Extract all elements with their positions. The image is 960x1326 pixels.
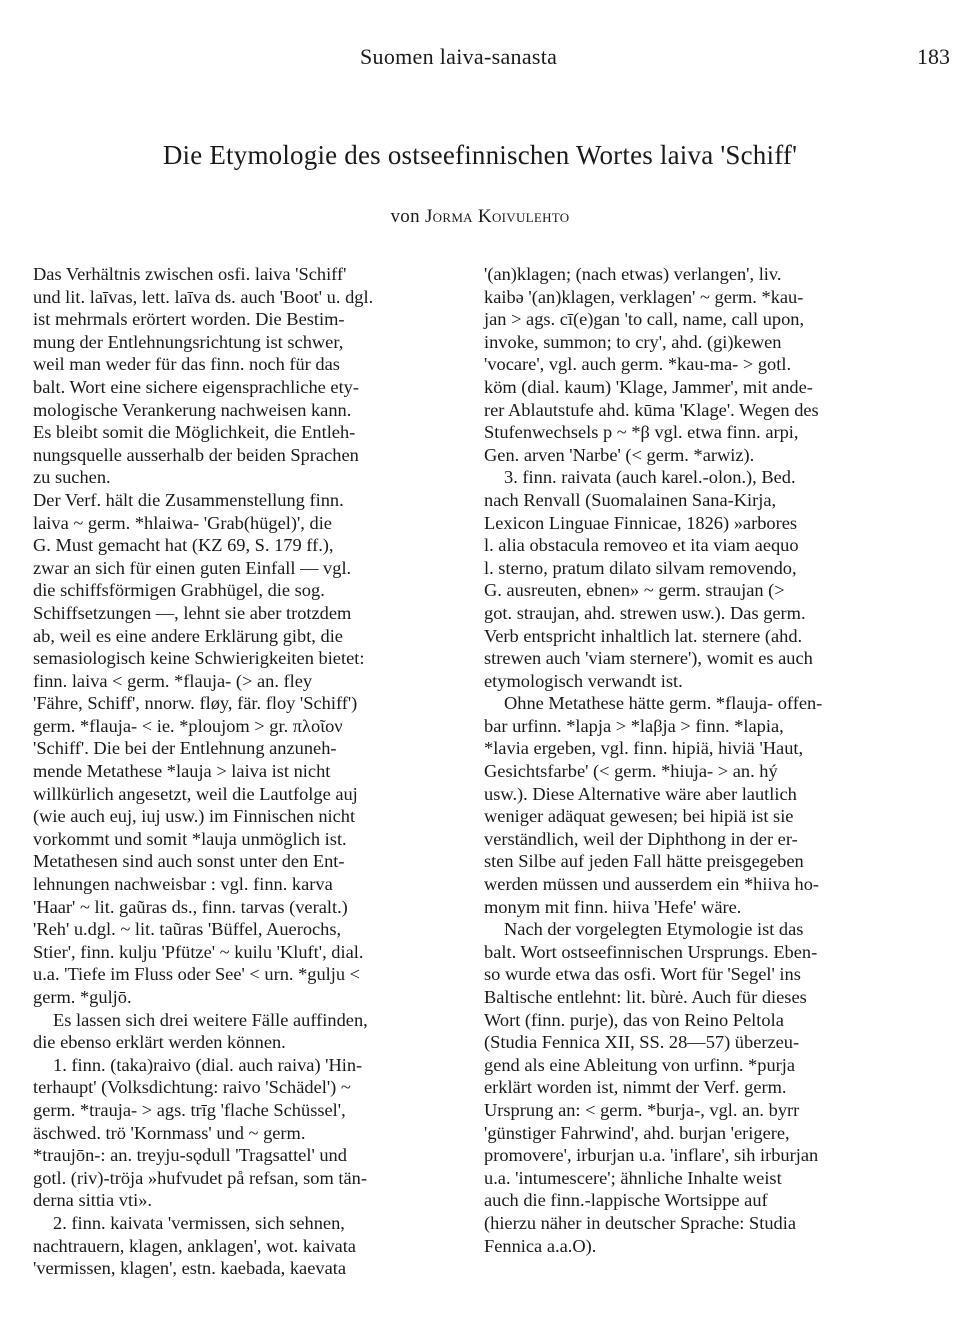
text-line: nach Renvall (Suomalainen Sana-Kirja, [484,489,777,510]
text-line: Fennica a.a.O). [484,1235,597,1256]
text-line: erklärt worden ist, nimmt der Verf. germ. [484,1077,787,1098]
text-line: 3. finn. raivata (auch karel.-olon.), Bed. [504,467,796,488]
text-line: ab, weil es eine andere Erklärung gibt, die [33,625,343,646]
text-line: G. ausreuten, ebnen» ~ germ. straujan (> [484,580,785,601]
byline [0,206,960,228]
text-line: 'Haar' ~ lit. gaũras ds., finn. tarvas (veralt.) [33,896,348,917]
text-line: so wurde etwa das osfi. Wort für 'Segel' ins [484,964,801,985]
text-line: die schiffsförmigen Grabhügel, die sog. [33,580,325,601]
text-line: Wort (finn. purje), das von Reino Peltola [484,1009,784,1030]
text-line: Stier', finn. kulju 'Pfütze' ~ kuilu 'Kluft', dial. [33,941,364,962]
text-line: rer Ablautstufe ahd. kūma 'Klage'. Wegen des [484,399,819,420]
text-line: u.a. 'intumescere'; ähnliche Inhalte weist [484,1167,782,1188]
text-line: '(an)klagen; (nach etwas) verlangen', liv. [484,264,782,284]
text-line: verständlich, weil der Diphthong in der er- [484,828,798,849]
text-line: jan > ags. cī(e)gan 'to call, name, call upon, [484,309,805,330]
text-line: Gesichtsfarbe' (< germ. *hiuja- > an. hý [484,761,778,782]
text-line: willkürlich angesetzt, weil die Lautfolge auj [33,783,358,804]
text-line: weniger adäquat gewesen; bei hipiä ist sie [484,806,794,827]
text-line: ist mehrmals erörtert worden. Die Bestim- [33,309,345,330]
text-line: laiva ~ germ. *hlaiwa- 'Grab(hügel)', die [33,512,332,533]
text-line: zu suchen. [33,467,111,488]
text-line: nungsquelle ausserhalb der beiden Sprachen [33,444,359,465]
text-line: terhaupt' (Volksdichtung: raivo 'Schädel') ~ [33,1077,351,1098]
text-line: invoke, summon; to cry', ahd. (gi)kewen [484,331,782,352]
text-line: Gen. arven 'Narbe' (< germ. *arwiz). [484,444,755,465]
text-line: Lexicon Linguae Finnicae, 1826) »arbores [484,512,798,533]
text-line: 'Fähre, Schiff', nnorw. fløy, fär. floy 'Schiff') [33,693,358,714]
text-line: *lavia ergeben, vgl. finn. hipiä, hiviä 'Haut, [484,738,804,759]
left-column [33,263,464,1280]
text-line: Nach der vorgelegten Etymologie ist das [504,919,804,940]
text-line: lehnungen nachweisbar : vgl. finn. karva [33,874,333,895]
text-line: 'vocare', vgl. auch germ. *kau-ma- > gotl. [484,354,792,375]
running-title: Suomen laiva-sanasta [360,44,558,69]
text-line: äschwed. trö 'Kornmass' und ~ germ. [33,1122,306,1143]
text-line: mologische Verankerung nachweisen kann. [33,399,352,420]
text-line: zwar an sich für einen guten Einfall — vgl. [33,557,352,578]
text-line: Stufenwechsels p ~ *β vgl. etwa finn. arpi, [484,422,799,443]
text-line: vorkommt und somit *lauja unmöglich ist. [33,828,347,849]
text-line: mung der Entlehnungsrichtung ist schwer, [33,331,344,352]
running-head [0,44,960,74]
text-line: usw.). Diese Alternative wäre aber lautlich [484,783,797,804]
text-line: gend als eine Ableitung von urfinn. *purja [484,1054,796,1075]
text-line: u.a. 'Tiefe im Fluss oder See' < urn. *gulju < [33,964,361,985]
text-line: 'Reh' u.dgl. ~ lit. taũras 'Büffel, Auerochs, [33,919,342,940]
text-line: *traujōn-: an. treyju-sǫdull 'Tragsattel' und [33,1145,347,1166]
text-line: die ebenso erklärt werden können. [33,1032,286,1053]
text-line: bar urfinn. *lapja > *laβja > finn. *lapia, [484,715,784,736]
text-line: sten Silbe auf jeden Fall hätte preisgegeben [484,851,804,872]
text-line: gotl. (riv)-tröja »hufvudet på refsan, som tän- [33,1167,367,1188]
text-line: (Studia Fennica XII, SS. 28—57) überzeu- [484,1032,800,1053]
text-line: und lit. laīvas, lett. laīva ds. auch 'Boot' u. dgl. [33,286,374,307]
text-line: auch die finn.-lappische Wortsippe auf [484,1190,768,1211]
right-column [484,263,927,1257]
text-line: Ohne Metathese hätte germ. *flauja- offen- [504,693,823,714]
text-line: finn. laiva < germ. *flauja- (> an. fley [33,670,313,691]
text-line: mende Metathese *lauja > laiva ist nicht [33,761,331,782]
text-line: Das Verhältnis zwischen osfi. laiva 'Schiff' [33,264,347,284]
text-line: etymologisch verwandt ist. [484,670,683,691]
text-line: Verb entspricht inhaltlich lat. sternere (ahd. [484,625,803,646]
text-line: promovere', irburjan u.a. 'inflare', sih irburjan [484,1145,819,1166]
text-line: werden müssen und ausserdem ein *hiiva ho- [484,874,820,895]
text-line: Baltische entlehnt: lit. bùrė. Auch für dieses [484,987,807,1007]
article-title: Die Etymologie des ostseefinnischen Wortes laiva 'Schiff' [162,140,798,170]
text-line: balt. Wort eine sichere eigensprachliche ety- [33,376,360,397]
text-line: germ. *trauja- > ags. trīg 'flache Schüssel', [33,1099,346,1120]
text-line: germ. *guljō. [33,987,132,1007]
text-line: derna sittia vti». [33,1190,153,1211]
text-line: l. alia obstacula removeo et ita viam aequo [484,535,799,556]
text-line: (wie auch euj, iuj usw.) im Finnischen nicht [33,806,356,827]
text-line: semasiologisch keine Schwierigkeiten bietet: [33,648,365,669]
text-line: 2. finn. kaivata 'vermissen, sich sehnen, [53,1212,345,1233]
text-line: weil man weder für das finn. noch für das [33,354,340,375]
text-line: nachtrauern, klagen, anklagen', wot. kaivata [33,1235,356,1256]
text-line: 'günstiger Fahrwind', ahd. burjan 'erigere, [484,1122,790,1143]
text-line: köm (dial. kaum) 'Klage, Jammer', mit ande- [484,376,813,397]
text-line: 1. finn. (taka)raivo (dial. auch raiva) 'Hin- [53,1054,363,1075]
text-line: got. straujan, ahd. strewen usw.). Das germ. [484,602,806,623]
text-line: G. Must gemacht hat (KZ 69, S. 179 ff.), [33,535,334,556]
author-name: Jorma Koivulehto [424,206,570,227]
text-line: monym mit finn. hiiva 'Hefe' wäre. [484,896,742,917]
byline-prefix: von [390,206,420,227]
text-line: balt. Wort ostseefinnischen Ursprungs. Eben- [484,941,818,962]
text-line: (hierzu näher in deutscher Sprache: Studia [484,1212,797,1233]
text-line: 'Schiff'. Die bei der Entlehnung anzuneh- [33,738,337,759]
text-line: Schiffsetzungen —, lehnt sie aber trotzdem [33,602,352,623]
text-line: Ursprung an: < germ. *burja-, vgl. an. byrr [484,1099,800,1120]
text-line: kaibə '(an)klagen, verklagen' ~ germ. *kau- [484,286,804,307]
text-line: l. sterno, pratum dilato silvam removendo, [484,557,797,578]
text-line: Der Verf. hält die Zusammenstellung finn. [33,489,344,510]
text-line: germ. *flauja- < ie. *ploujom > gr. πλοῖον [33,715,343,736]
text-line: Es bleibt somit die Möglichkeit, die Entleh- [33,422,356,443]
text-line: Metathesen sind auch sonst unter den Ent- [33,851,345,872]
text-line: 'vermissen, klagen', estn. kaebada, kaevata [33,1258,347,1279]
page-number: 183 [917,44,950,69]
text-line: Es lassen sich drei weitere Fälle auffinden, [53,1009,368,1030]
text-line: strewen auch 'viam sternere'), womit es auch [484,648,813,669]
